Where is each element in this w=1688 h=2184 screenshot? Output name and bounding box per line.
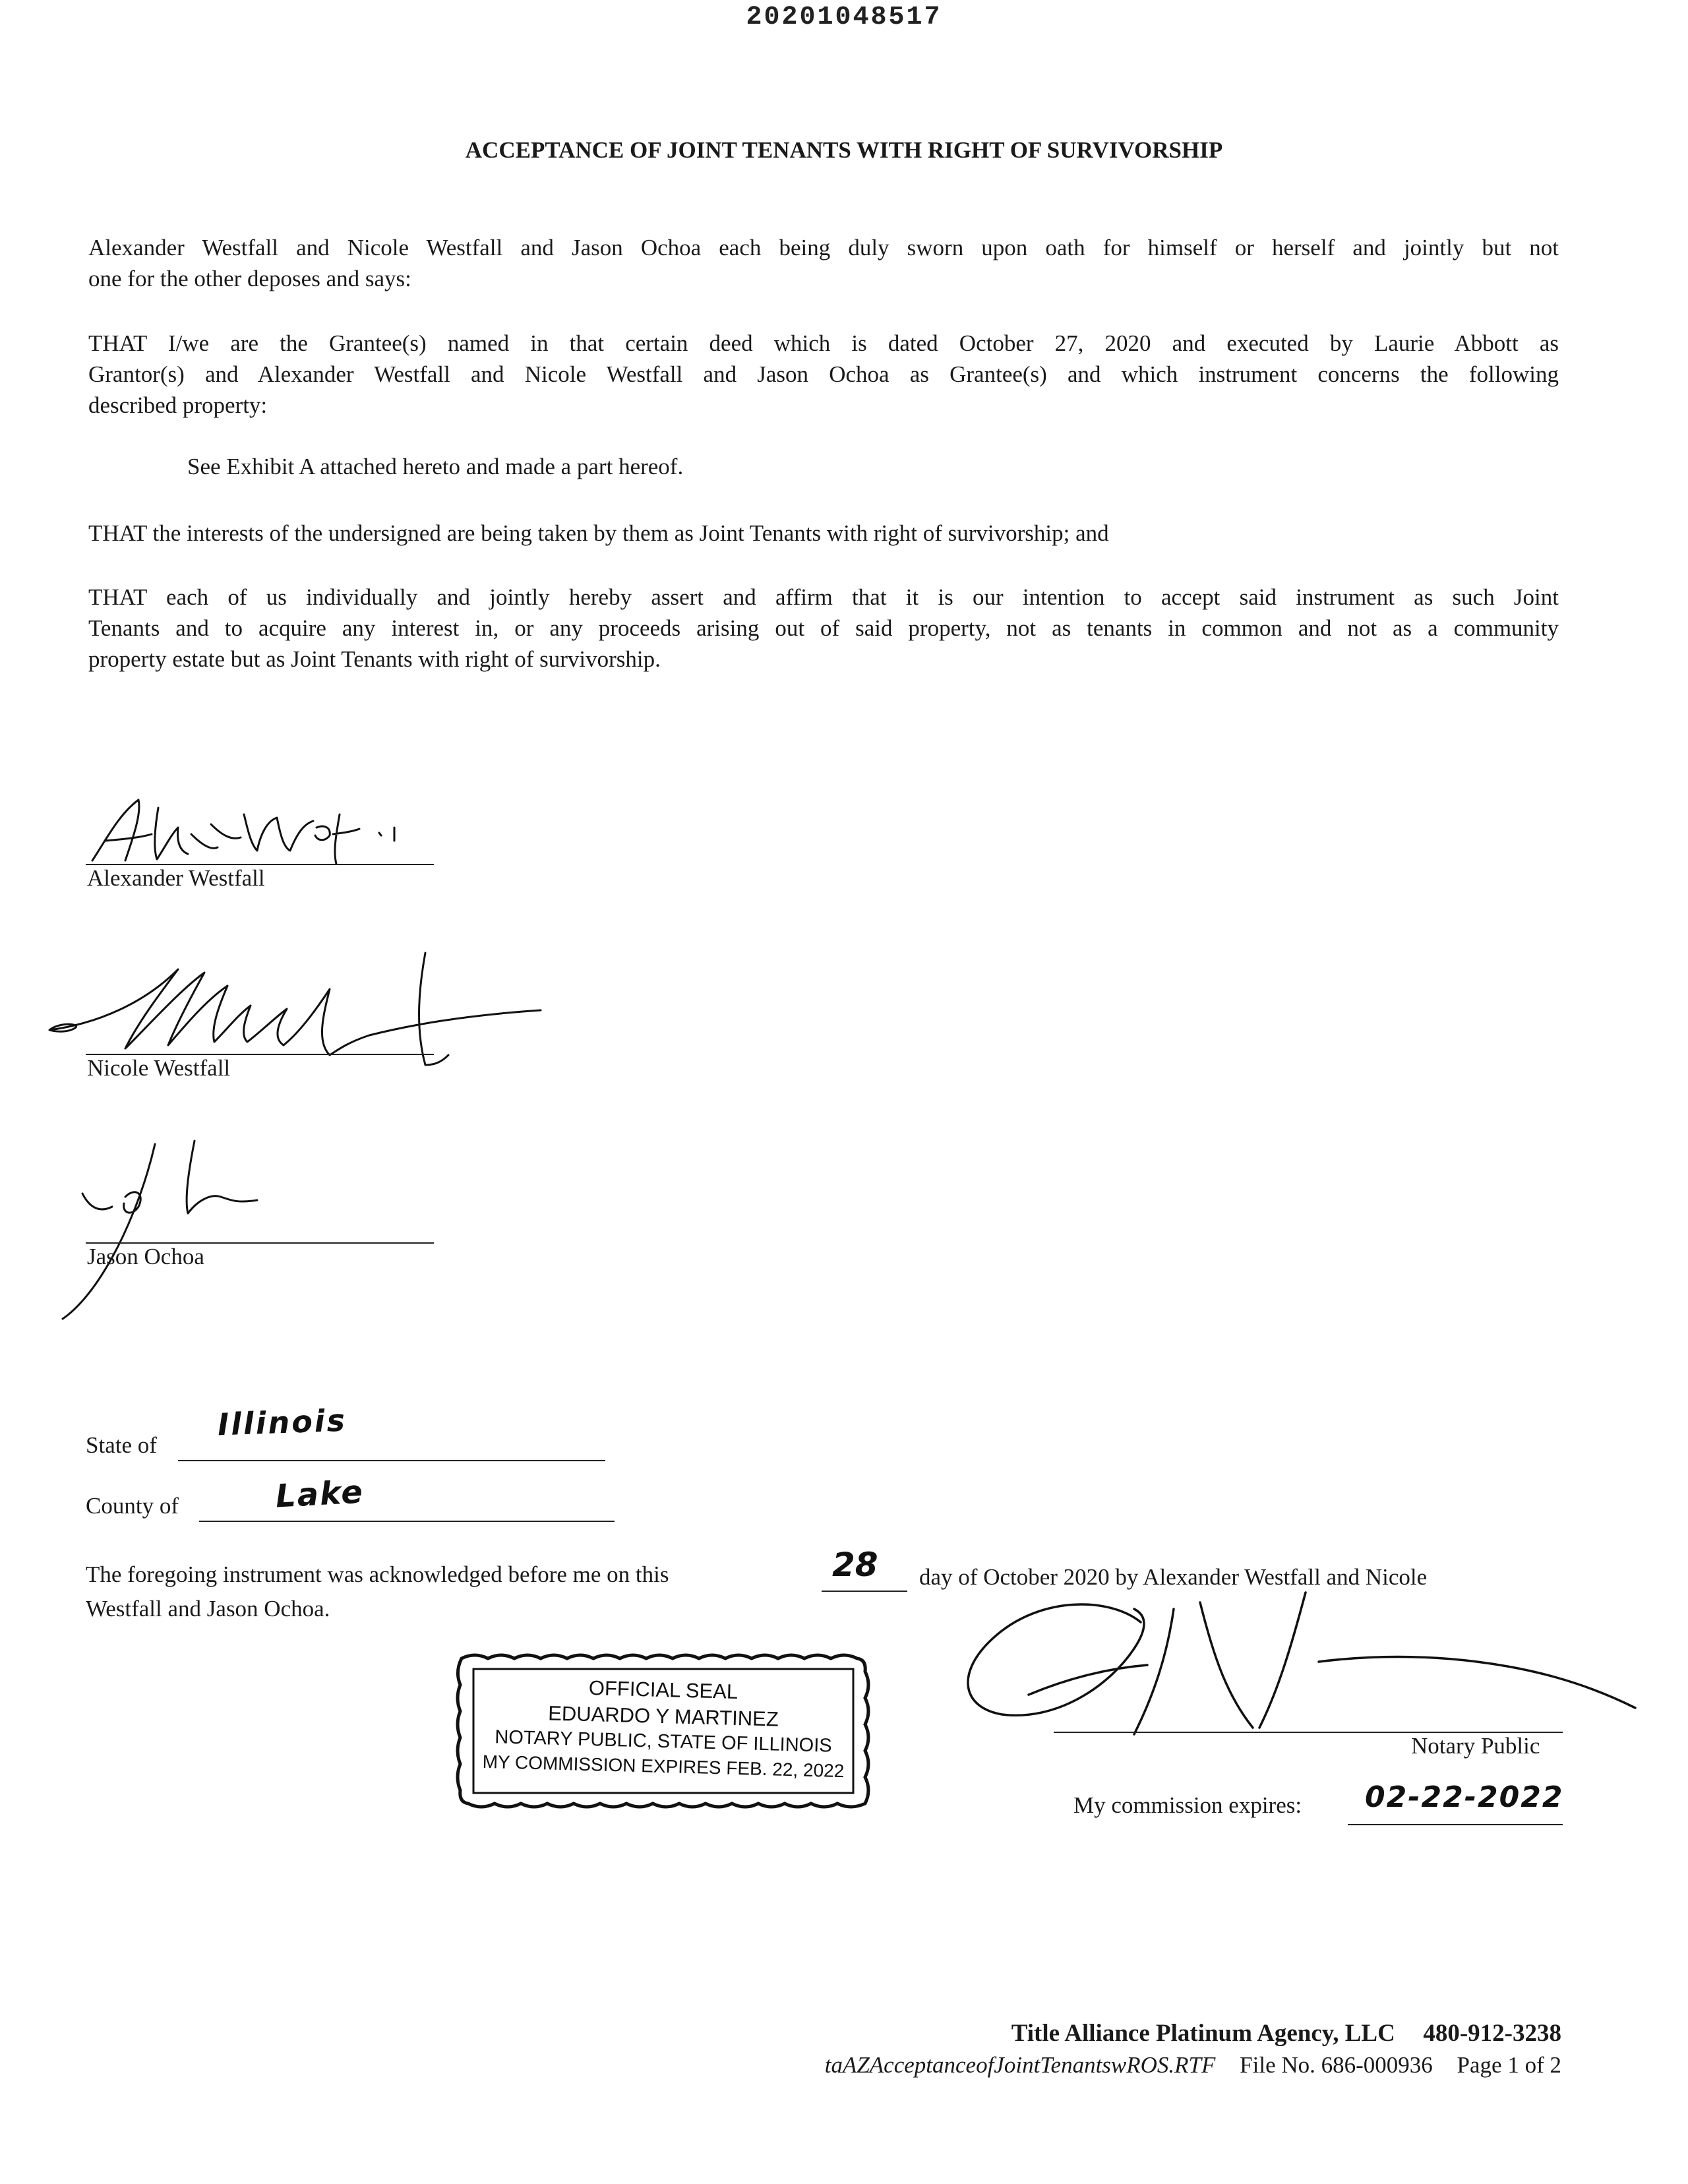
paragraph-grantees: [88, 328, 1559, 421]
paragraph-affirmation: [88, 582, 1559, 675]
paragraph-line: one for the other deposes and says:: [88, 266, 411, 291]
state-label: State of: [86, 1432, 157, 1458]
file-number: File No. 686-000936: [1240, 2052, 1433, 2078]
county-value-handwritten: Lake: [274, 1473, 365, 1515]
footer-company: [1011, 2019, 1561, 2048]
seal-line-2: EDUARDO Y MARTINEZ: [547, 1701, 779, 1731]
signer-name-1: Alexander Westfall: [87, 865, 265, 891]
document-title: ACCEPTANCE OF JOINT TENANTS WITH RIGHT OF SURVIVORSHIP: [465, 137, 1223, 163]
exhibit-reference: See Exhibit A attached hereto and made a part hereof.: [187, 454, 684, 479]
commission-label: My commission expires:: [1073, 1792, 1302, 1818]
paragraph-line: Tenants and to acquire any interest in, or any proceeds arising out of said property, not as tenants in common and not as a community: [88, 615, 1559, 641]
paragraph-deposition: [88, 232, 1559, 294]
company-name: Title Alliance Platinum Agency, LLC: [1011, 2020, 1395, 2047]
signer-name-2: Nicole Westfall: [87, 1055, 231, 1081]
form-filename: taAZAcceptanceofJointTenantswROS.RTF: [824, 2052, 1216, 2078]
state-value-handwritten: Illinois: [217, 1402, 347, 1443]
notary-public-label: Notary Public: [1411, 1733, 1540, 1759]
page-number: Page 1 of 2: [1457, 2052, 1561, 2078]
commission-value-handwritten: 02-22-2022: [1365, 1780, 1564, 1814]
company-phone: 480-912-3238: [1423, 2020, 1561, 2047]
acknowledgement-text-line2: Westfall and Jason Ochoa.: [86, 1596, 330, 1622]
paragraph-line: Grantor(s) and Alexander Westfall and Nicole Westfall and Jason Ochoa as Grantee(s) and which instrument concerns the following: [88, 361, 1559, 387]
footer-file-info: [825, 2052, 1561, 2078]
official-seal-stamp: [455, 1652, 872, 1810]
seal-line-1: OFFICIAL SEAL: [588, 1676, 738, 1703]
day-value-handwritten: 28: [832, 1546, 878, 1584]
day-line: [822, 1591, 907, 1592]
paragraph-line: THAT I/we are the Grantee(s) named in that certain deed which is dated October 27, 2020 and executed by Laurie Abbott as: [88, 330, 1559, 356]
signature-jason-ochoa: [46, 1134, 323, 1325]
seal-line-3: NOTARY PUBLIC, STATE OF ILLINOIS: [494, 1726, 833, 1757]
paragraph-line: THAT each of us individually and jointly hereby assert and affirm that it is our intention to accept said instrument as such Joint: [88, 584, 1559, 610]
seal-line-4: MY COMMISSION EXPIRES FEB. 22, 2022: [482, 1751, 845, 1782]
county-line: [199, 1521, 615, 1522]
commission-line: [1348, 1824, 1563, 1825]
paragraph-interests: THAT the interests of the undersigned are being taken by them as Joint Tenants with right of survivorship; and: [88, 520, 1109, 546]
signature-alexander-westfall: [79, 788, 422, 874]
paragraph-line: property estate but as Joint Tenants with right of survivorship.: [88, 646, 661, 672]
paragraph-line: Alexander Westfall and Nicole Westfall and Jason Ochoa each being duly sworn upon oath for himself or herself and jointly but not: [88, 235, 1559, 260]
acknowledgement-text-before: The foregoing instrument was acknowledged before me on this: [86, 1562, 669, 1587]
county-label: County of: [86, 1493, 179, 1519]
paragraph-line: described property:: [88, 392, 268, 418]
state-line: [178, 1460, 605, 1461]
recording-number: 20201048517: [746, 3, 942, 32]
notary-signature: [936, 1569, 1648, 1813]
signer-name-3: Jason Ochoa: [87, 1244, 204, 1269]
acknowledgement-text-after: day of October 2020 by Alexander Westfall and Nicole: [919, 1564, 1428, 1590]
